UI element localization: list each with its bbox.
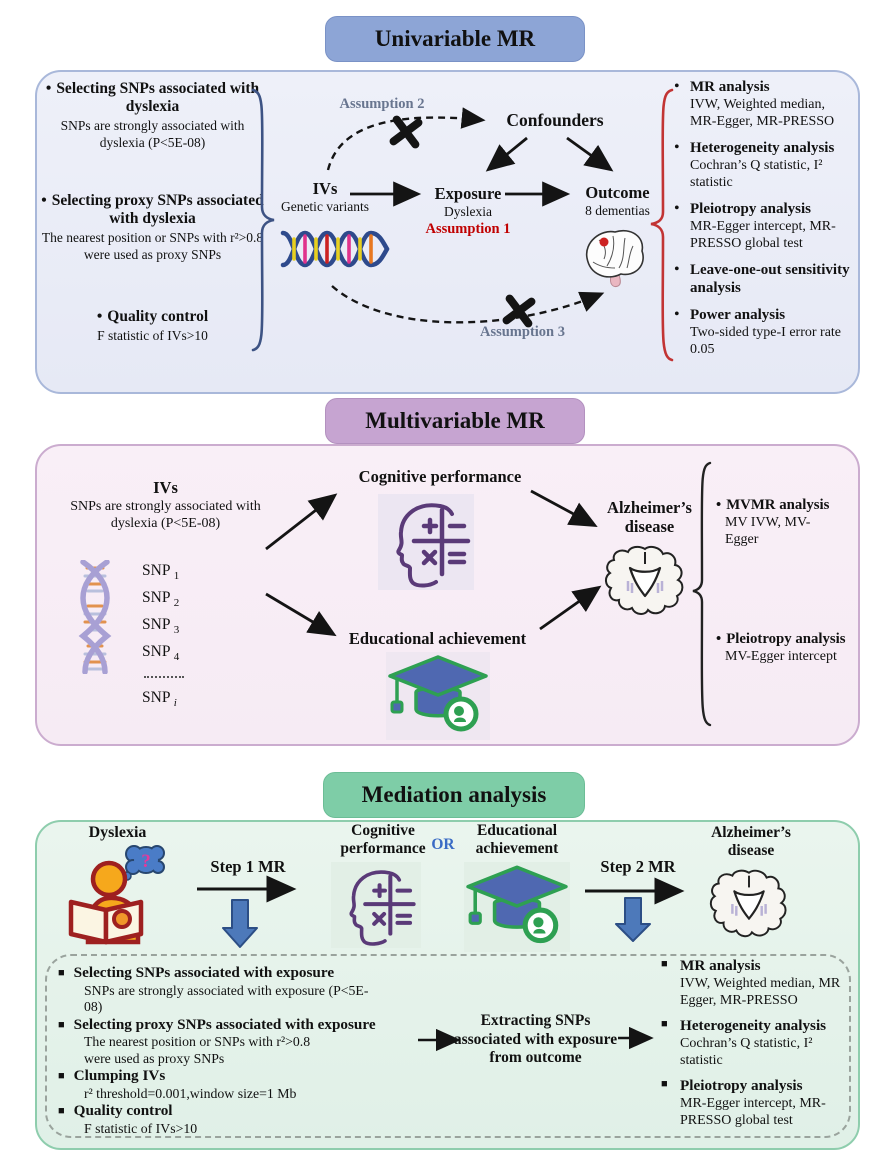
analysis-detail: IVW, Weighted median, MR Egger, MR-PRESSO (680, 976, 841, 1008)
multivariable-title: Multivariable MR (325, 398, 585, 444)
graduation-cap-icon (464, 862, 570, 952)
uni-criterion-proxy-snps (40, 192, 265, 263)
bullet-dot-icon: • (674, 139, 680, 156)
assumption-1-label: Assumption 1 (425, 221, 511, 237)
mv-educational-label: Educational achievement (348, 629, 527, 648)
outcome-node (570, 183, 665, 219)
criterion-detail: The nearest position or SNPs with r²>0.8 were used as proxy SNPs (41, 230, 264, 262)
ivs-node (270, 179, 380, 215)
bullet-dot-icon: • (716, 497, 722, 513)
analysis-item-heterogeneity (674, 139, 854, 191)
outcome-label: Outcome (585, 183, 650, 202)
uni-analysis-list (674, 78, 854, 367)
analysis-item-pleiotropy (674, 200, 854, 252)
snp-item: SNP $_i$ (142, 689, 177, 710)
analysis-heading: Heterogeneity analysis (690, 140, 835, 156)
criterion-detail: SNPs are strongly associated with exposure (P<5E-08) (84, 982, 369, 1014)
reading-person-icon (58, 842, 170, 948)
or-label: OR (431, 836, 455, 853)
brain-side-icon (577, 224, 651, 292)
criterion-detail: The nearest position or SNPs with r²>0.8 were used as proxy SNPs (84, 1034, 311, 1066)
bullet-dot-icon: • (716, 631, 722, 647)
analysis-detail: MR-Egger intercept, MR-PRESSO global test (680, 1096, 826, 1128)
graduation-cap-icon (386, 652, 490, 740)
analysis-heading: Pleiotropy analysis (680, 1077, 803, 1094)
med-criterion (58, 1016, 426, 1068)
cognitive-head-tile (378, 494, 474, 590)
assumption-3-label: Assumption 3 (479, 324, 565, 340)
analysis-detail: MR-Egger intercept, MR-PRESSO global test (690, 219, 836, 251)
cognitive-head-icon (331, 862, 421, 948)
criterion-heading: Quality control (73, 1102, 173, 1119)
med-criteria-list (58, 964, 426, 1137)
brain-section-icon (601, 543, 689, 621)
analysis-detail: MV IVW, MV-Egger (725, 515, 811, 547)
med-analysis-mr (661, 957, 848, 1009)
analysis-heading: MR analysis (680, 957, 761, 974)
bullet-square-icon: ■ (661, 1078, 668, 1090)
bullet-square-icon: ■ (58, 1018, 65, 1031)
analysis-detail: IVW, Weighted median, MR-Egger, MR-PRESSO (690, 97, 835, 129)
bullet-square-icon: ■ (58, 1105, 65, 1117)
med-criterion (58, 964, 426, 1016)
extracting-snps-label: Extracting SNPs associated with exposure from outcome (453, 1012, 618, 1066)
snp-item: SNP $_1$ (142, 562, 180, 583)
cognitive-head-icon (378, 494, 474, 590)
snp-item: SNP $_2$ (142, 589, 180, 610)
mv-analysis-pleiotropy (716, 630, 866, 665)
assumption-2-label: Assumption 2 (339, 96, 425, 112)
bullet-square-icon: ■ (661, 958, 668, 970)
bullet-dot-icon: • (674, 261, 680, 278)
analysis-item-leave-one-out (674, 261, 854, 297)
criterion-detail: SNPs are strongly associated with dyslexia (P<5E-08) (60, 118, 245, 150)
bullet-dot-icon: • (674, 200, 680, 217)
svg-text:?: ? (141, 851, 151, 872)
snp-item: SNP $_4$ (142, 643, 180, 664)
mv-alzheimers-label: Alzheimer’s disease (607, 498, 692, 536)
snp-ellipsis (144, 676, 184, 678)
graduation-cap-tile (464, 862, 570, 952)
analysis-heading: MVMR analysis (726, 497, 830, 513)
criterion-detail: F statistic of IVs>10 (97, 328, 208, 343)
snp-item: SNP $_3$ (142, 616, 180, 637)
analysis-heading: Power analysis (690, 307, 786, 323)
dna-horizontal-icon (279, 226, 391, 272)
cognitive-head-tile (331, 862, 421, 948)
mv-cognitive-label: Cognitive performance (358, 467, 522, 486)
univariable-title: Univariable MR (325, 16, 585, 62)
med-cognitive-label: Cognitive performance (340, 822, 426, 857)
bullet-square-icon: ■ (58, 967, 65, 979)
uni-criterion-quality-control (40, 308, 265, 345)
mediation-title: Mediation analysis (323, 772, 585, 818)
ivs-sublabel: Genetic variants (280, 199, 370, 214)
mv-analysis-mvmr (716, 496, 866, 548)
mv-ivs-block (68, 478, 263, 532)
analysis-heading: Heterogeneity analysis (680, 1017, 827, 1034)
uni-criterion-select-snps (40, 80, 265, 151)
bullet-square-icon: ■ (58, 1070, 65, 1082)
outcome-sublabel: 8 dementias (585, 203, 650, 218)
exposure-sublabel: Dyslexia (444, 204, 492, 219)
graduation-cap-tile (386, 652, 490, 740)
analysis-heading: MR analysis (690, 79, 770, 95)
analysis-item-power (674, 306, 854, 358)
criterion-heading: Clumping IVs (73, 1067, 166, 1084)
mv-ivs-label: IVs (153, 478, 178, 497)
bullet-square-icon: ■ (661, 1018, 668, 1030)
snp-list (142, 560, 184, 714)
criterion-heading: Selecting SNPs associated with dyslexia (56, 80, 260, 115)
step1-mr-label: Step 1 MR (210, 857, 286, 876)
bullet-dot-icon: • (45, 80, 52, 97)
criterion-heading: Selecting SNPs associated with exposure (73, 964, 335, 981)
analysis-heading: Leave-one-out sensitivity analysis (690, 262, 850, 296)
med-dyslexia-label: Dyslexia (88, 824, 147, 841)
med-alzheimers-label: Alzheimer’s disease (711, 824, 791, 859)
analysis-detail: Two-sided type-I error rate 0.05 (690, 325, 842, 357)
analysis-heading: Pleiotropy analysis (726, 631, 846, 647)
med-criterion (58, 1102, 426, 1137)
analysis-detail: Cochran’s Q statistic, I² statistic (690, 158, 823, 190)
criterion-detail: r² threshold=0.001,window size=1 Mb (84, 1085, 297, 1101)
exposure-label: Exposure (434, 184, 502, 203)
analysis-item-mr (674, 78, 854, 130)
analysis-detail: Cochran’s Q statistic, I² statistic (680, 1036, 813, 1068)
criterion-heading: Quality control (107, 308, 209, 325)
ivs-label: IVs (312, 179, 338, 198)
bullet-dot-icon: • (674, 78, 680, 95)
lesion-dot-icon (600, 238, 609, 247)
bullet-dot-icon: • (41, 192, 47, 209)
dna-vertical-icon (72, 560, 118, 674)
bullet-dot-icon: • (674, 306, 680, 323)
bullet-dot-icon: • (96, 308, 103, 325)
brain-section-icon (706, 866, 792, 944)
med-analysis-list (661, 957, 848, 1137)
mv-ivs-detail: SNPs are strongly associated with dyslexia (P<5E-08) (70, 499, 261, 531)
med-analysis-pleiotropy (661, 1077, 848, 1129)
step2-mr-label: Step 2 MR (600, 857, 676, 876)
criterion-detail: F statistic of IVs>10 (84, 1120, 198, 1136)
analysis-detail: MV-Egger intercept (725, 649, 837, 664)
med-educational-label: Educational achievement (475, 822, 559, 857)
confounders-label: Confounders (506, 110, 604, 130)
med-criterion (58, 1067, 426, 1102)
exposure-node (418, 184, 518, 220)
criterion-heading: Selecting proxy SNPs associated with dyslexia (51, 192, 264, 227)
med-analysis-heterogeneity (661, 1017, 848, 1069)
criterion-heading: Selecting proxy SNPs associated with exposure (73, 1015, 376, 1033)
analysis-heading: Pleiotropy analysis (690, 201, 811, 217)
thought-cloud-icon (123, 846, 164, 880)
